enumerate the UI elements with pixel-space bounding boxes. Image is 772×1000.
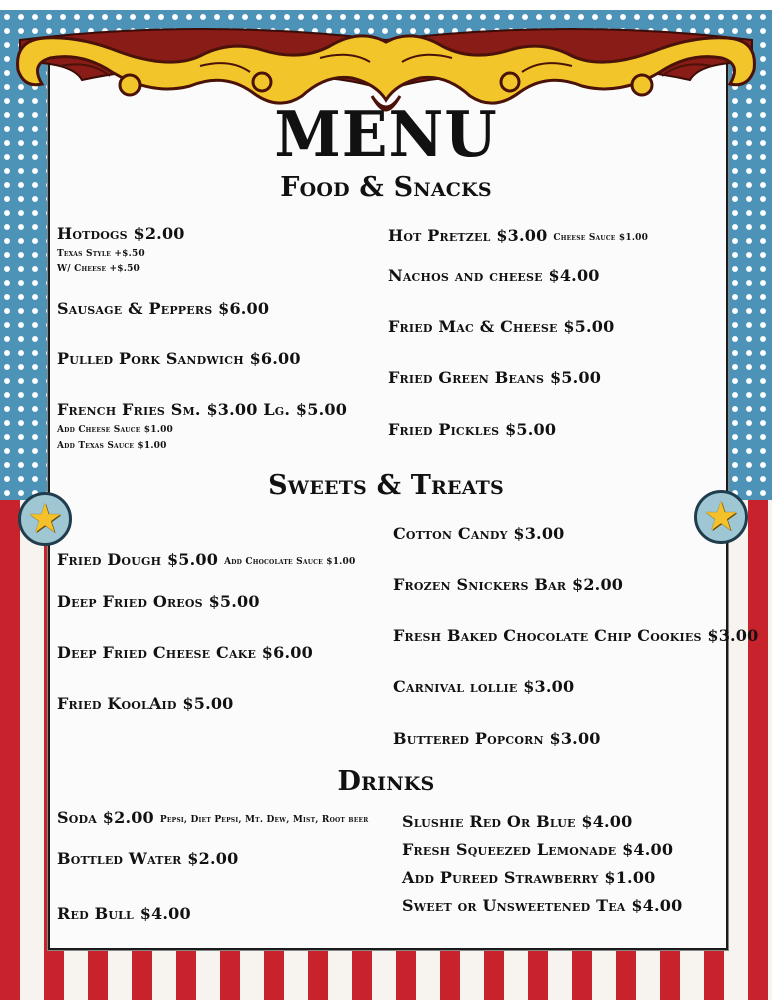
menu-item-label: Hot Pretzel $3.00 [388, 226, 548, 245]
star-icon: ★ [18, 492, 72, 546]
menu-item-nachos: Nachos and cheese $4.00 [388, 266, 600, 285]
menu-item-green-beans: Fried Green Beans $5.00 [388, 368, 602, 387]
menu-item-note: Texas Style +$.50 [57, 249, 145, 259]
section-food-snacks: Food & Snacks [280, 172, 492, 203]
menu-item-french-fries: French Fries Sm. $3.00 Lg. $5.00 [57, 400, 348, 419]
menu-item-note: Pepsi, Diet Pepsi, Mt. Dew, Mist, Root beer [159, 815, 369, 825]
section-sweets-treats: Sweets & Treats [268, 470, 504, 501]
menu-item-note: W/ Cheese +$.50 [57, 264, 141, 274]
menu-item-water: Bottled Water $2.00 [57, 849, 239, 868]
section-drinks: Drinks [337, 766, 435, 797]
menu-item-pretzel [388, 226, 648, 245]
menu-item-redbull: Red Bull $4.00 [57, 904, 191, 923]
menu-item-pickles: Fried Pickles $5.00 [388, 420, 557, 439]
menu-item-cheesecake: Deep Fried Cheese Cake $6.00 [57, 643, 313, 662]
menu-item-pulled-pork: Pulled Pork Sandwich $6.00 [57, 349, 301, 368]
menu-item-label: Fried Dough $5.00 [57, 550, 219, 569]
menu-item-note: Cheese Sauce $1.00 [553, 233, 649, 243]
menu-item-cookies: Fresh Baked Chocolate Chip Cookies $3.00 [393, 626, 759, 645]
menu-item-hotdogs: Hotdogs $2.00 [57, 224, 185, 243]
menu-item-koolaid: Fried KoolAid $5.00 [57, 694, 234, 713]
menu-item-oreos: Deep Fried Oreos $5.00 [57, 592, 260, 611]
menu-item-fried-dough [57, 550, 355, 569]
menu-item-soda [57, 808, 368, 827]
star-icon: ★ [694, 490, 748, 544]
menu-title: MENU [274, 98, 498, 172]
menu-item-label: Soda $2.00 [57, 808, 154, 827]
menu-item-lemonade: Fresh Squeezed Lemonade $4.00 [402, 840, 674, 859]
menu-item-note: Add Chocolate Sauce $1.00 [224, 557, 356, 567]
menu-item-note: Add Cheese Sauce $1.00 [57, 425, 173, 435]
menu-item-cotton-candy: Cotton Candy $3.00 [393, 524, 565, 543]
menu-item-sausage: Sausage & Peppers $6.00 [57, 299, 270, 318]
menu-item-slushie: Slushie Red Or Blue $4.00 [402, 812, 633, 831]
menu-item-snickers: Frozen Snickers Bar $2.00 [393, 575, 624, 594]
menu-item-strawberry: Add Pureed Strawberry $1.00 [402, 868, 656, 887]
menu-item-tea: Sweet or Unsweetened Tea $4.00 [402, 896, 683, 915]
menu-item-popcorn: Buttered Popcorn $3.00 [393, 729, 601, 748]
menu-item-lollie: Carnival lollie $3.00 [393, 677, 575, 696]
menu-item-note: Add Texas Sauce $1.00 [57, 441, 167, 451]
menu-item-fried-mac: Fried Mac & Cheese $5.00 [388, 317, 615, 336]
